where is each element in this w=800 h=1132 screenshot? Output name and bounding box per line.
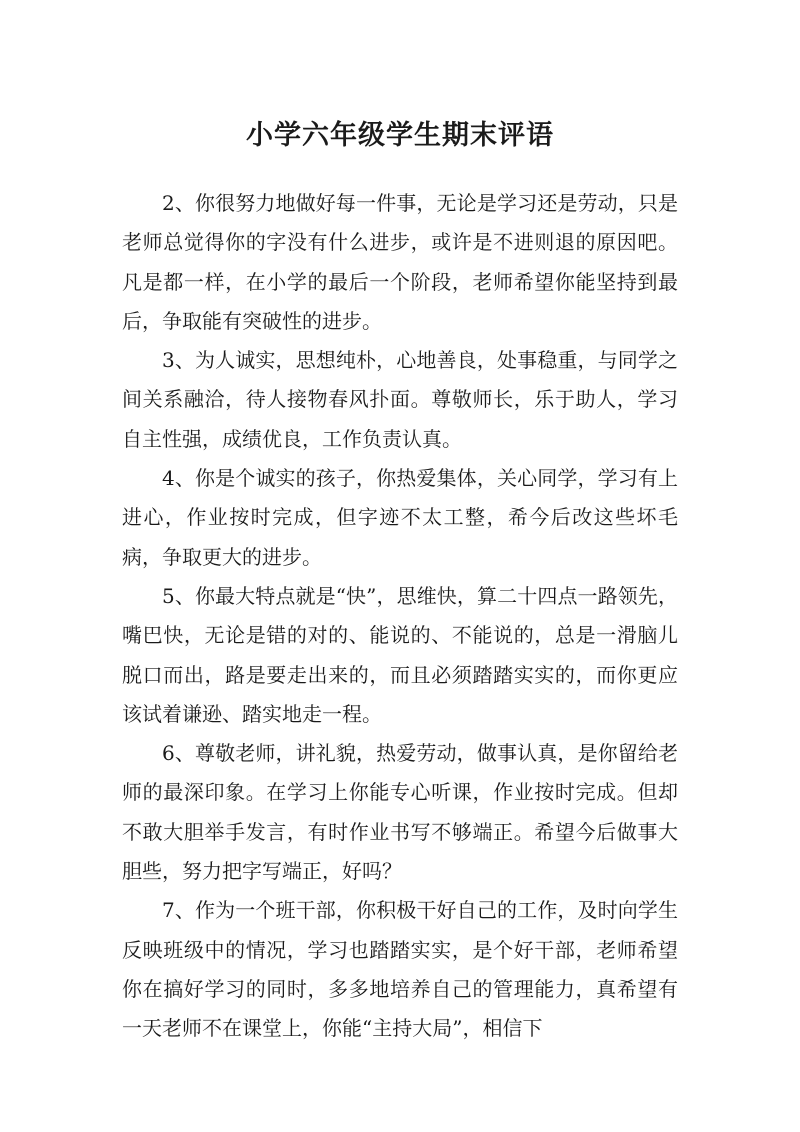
paragraph-5: 5、你最大特点就是“快”，思维快，算二十四点一路领先，嘴巴快，无论是错的对的、能说的、不能说的，总是一滑脑儿脱口而出，路是要走出来的，而且必须踏踏实实的，而你更应该试着谦逊、踏实地走一程。 [122,583,678,726]
paragraph-7: 7、作为一个班干部，你积极干好自己的工作，及时向学生反映班级中的情况，学习也踏踏实实，是个好干部，老师希望你在搞好学习的同时，多多地培养自己的管理能力，真希望有一天老师不在课堂上，你能“主持大局”，相信下 [122,898,678,1041]
paragraph-2: 2、你很努力地做好每一件事，无论是学习还是劳动，只是老师总觉得你的字没有什么进步，或许是不进则退的原因吧。凡是都一样，在小学的最后一个阶段，老师希望你能坚持到最后，争取能有突破性的进步。 [122,191,678,333]
paragraph-4: 4、你是个诚实的孩子，你热爱集体，关心同学，学习有上进心，作业按时完成，但字迹不太工整，希今后改这些坏毛病，争取更大的进步。 [122,466,678,569]
page-title: 小学六年级学生期末评语 [246,120,554,152]
document-body [122,184,678,1049]
paragraph-3: 3、为人诚实，思想纯朴，心地善良，处事稳重，与同学之间关系融洽，待人接物春风扑面。尊敬师长，乐于助人，学习自主性强，成绩优良，工作负责认真。 [122,348,678,451]
paragraph-6: 6、尊敬老师，讲礼貌，热爱劳动，做事认真，是你留给老师的最深印象。在学习上你能专心听课，作业按时完成。但却不敢大胆举手发言，有时作业书写不够端正。希望今后做事大胆些，努力把字写端正，好吗？ [122,741,678,884]
